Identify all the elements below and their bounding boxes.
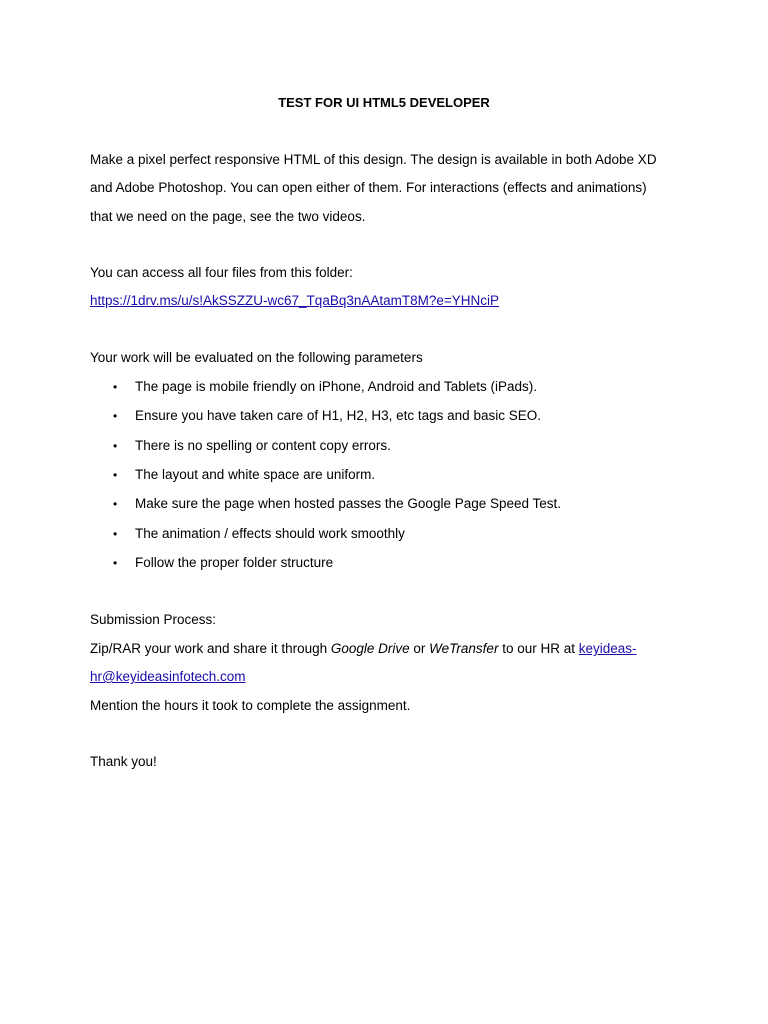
list-item-text: The animation / effects should work smoothly bbox=[135, 526, 405, 541]
hr-email-link-part-2[interactable]: hr@keyideasinfotech.com bbox=[90, 669, 246, 684]
intro-line-3: that we need on the page, see the two videos. bbox=[90, 209, 366, 224]
folder-link[interactable]: https://1drv.ms/u/s!AkSSZZU-wc67_TqaBq3nAAtamT8M?e=YHNciP bbox=[90, 293, 500, 308]
list-item-text: The layout and white space are uniform. bbox=[135, 467, 376, 482]
hr-email-link-part-1[interactable]: keyideas- bbox=[578, 641, 637, 656]
bullet-icon: • bbox=[113, 439, 118, 453]
intro-line-1: Make a pixel perfect responsive HTML of this design. The design is available in both Adobe XD bbox=[90, 152, 657, 167]
bullet-icon: • bbox=[113, 497, 118, 511]
bullet-icon: • bbox=[113, 380, 118, 394]
list-item-text: Make sure the page when hosted passes the Google Page Speed Test. bbox=[135, 496, 562, 511]
list-item-text: Ensure you have taken care of H1, H2, H3, etc tags and basic SEO. bbox=[135, 408, 541, 423]
wetransfer-text: WeTransfer bbox=[429, 641, 499, 656]
submission-heading: Submission Process: bbox=[90, 612, 217, 627]
bullet-icon: • bbox=[113, 556, 118, 570]
share-suffix: to our HR at bbox=[498, 641, 579, 656]
evaluation-intro: Your work will be evaluated on the following parameters bbox=[90, 350, 423, 365]
access-text: You can access all four files from this folder: bbox=[90, 265, 353, 280]
share-prefix: Zip/RAR your work and share it through bbox=[90, 641, 331, 656]
bullet-icon: • bbox=[113, 527, 118, 541]
document-title: TEST FOR UI HTML5 DEVELOPER bbox=[278, 95, 490, 110]
closing-text: Thank you! bbox=[90, 754, 157, 769]
bullet-icon: • bbox=[113, 468, 118, 482]
connector-text: or bbox=[409, 641, 430, 656]
bullet-icon: • bbox=[113, 409, 118, 423]
list-item-text: Follow the proper folder structure bbox=[135, 555, 334, 570]
hours-note: Mention the hours it took to complete the assignment. bbox=[90, 698, 411, 713]
list-item-text: The page is mobile friendly on iPhone, Android and Tablets (iPads). bbox=[135, 379, 537, 394]
list-item-text: There is no spelling or content copy errors. bbox=[135, 438, 391, 453]
google-drive-text: Google Drive bbox=[330, 641, 410, 656]
submission-instructions bbox=[90, 641, 637, 657]
intro-line-2: and Adobe Photoshop. You can open either of them. For interactions (effects and animations) bbox=[90, 180, 647, 195]
